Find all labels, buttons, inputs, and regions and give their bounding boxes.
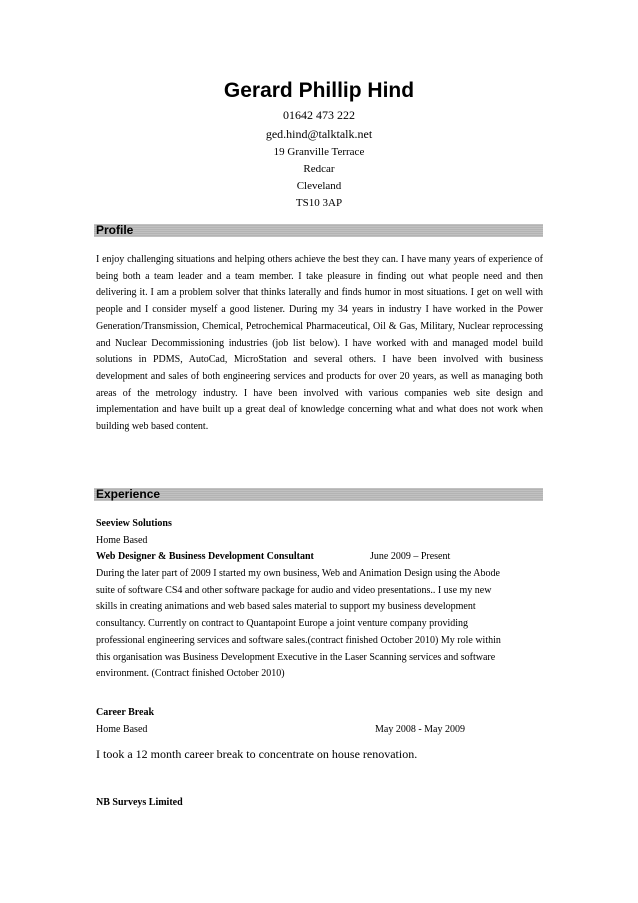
experience-section-header: [94, 488, 543, 501]
job-company: Career Break: [96, 707, 155, 718]
job-dates: May 2008 - May 2009: [375, 723, 465, 735]
job-location: Home Based: [96, 723, 148, 735]
candidate-name: Gerard Phillip Hind: [223, 79, 415, 102]
address-street: 19 Granville Terrace: [273, 146, 365, 158]
job-description-line: consultancy. Currently on contract to Quantapoint Europe a joint venture company providing: [96, 618, 469, 630]
experience-section-title: Experience: [96, 487, 161, 501]
profile-paragraph: I enjoy challenging situations and helping others achieve the best they can. I have many years of experience of being both a team leader and a team member. I take pleasure in finding out what people need and then delivering it. I am a problem solver that thinks laterally and finds humor in most situations. I get on well with people and I consider myself a good listener. During my 34 years in industry I have worked in the Power Generation/Transmission, Chemical, Petrochemical Pharmaceutical, Oil & Gas, Military, Nuclear reprocessing and Nuclear Decommissioning industries (job list below). I have worked with and managed model build solutions in PDMS, AutoCad, MicroStation and several others. I have been involved with business development and sales of both engineering services and products for over 20 years, as well as managing both areas of the metrology industry. I have been involved with various companies web site design and implementation and have built up a great deal of knowledge concerning what and what does not work when building web based content.: [96, 254, 543, 433]
job-title-row: [96, 549, 543, 566]
job-description: [96, 566, 543, 683]
address-postcode: TS10 3AP: [295, 197, 343, 209]
profile-section-header: [94, 224, 543, 237]
job-entry: [96, 795, 543, 812]
job-company: NB Surveys Limited: [96, 797, 183, 808]
job-description-line: this organisation was Business Development Executive in the Laser Scanning services and software: [96, 651, 496, 663]
contact-block: [0, 106, 638, 212]
job-location: Home Based: [96, 534, 148, 546]
job-description-line: During the later part of 2009 I started my own business, Web and Animation Design using the Abode: [96, 568, 500, 580]
profile-section-title: Profile: [96, 223, 134, 237]
job-entry: [96, 705, 543, 763]
job-role: Web Designer & Business Development Consultant: [96, 551, 314, 563]
phone-number: 01642 473 222: [283, 108, 355, 122]
job-description-line: skills in creating animations and web based sales material to support my business development: [96, 601, 476, 613]
job-description-line: professional engineering services and software sales.(contract finished October 2010) My role within: [96, 634, 501, 646]
job-entry: [96, 516, 543, 683]
address-county: Cleveland: [296, 180, 342, 192]
email-address: ged.hind@talktalk.net: [265, 127, 373, 141]
job-location-row: [96, 722, 543, 739]
job-description-line: suite of software CS4 and other software package for audio and video presentations.. I use my new: [96, 584, 492, 596]
job-description: I took a 12 month career break to concentrate on house renovation.: [96, 747, 418, 762]
job-company: Seeview Solutions: [96, 518, 172, 529]
address-town: Redcar: [303, 163, 335, 175]
job-description-line: environment. (Contract finished October 2010): [96, 668, 285, 680]
job-dates: June 2009 – Present: [370, 551, 451, 563]
